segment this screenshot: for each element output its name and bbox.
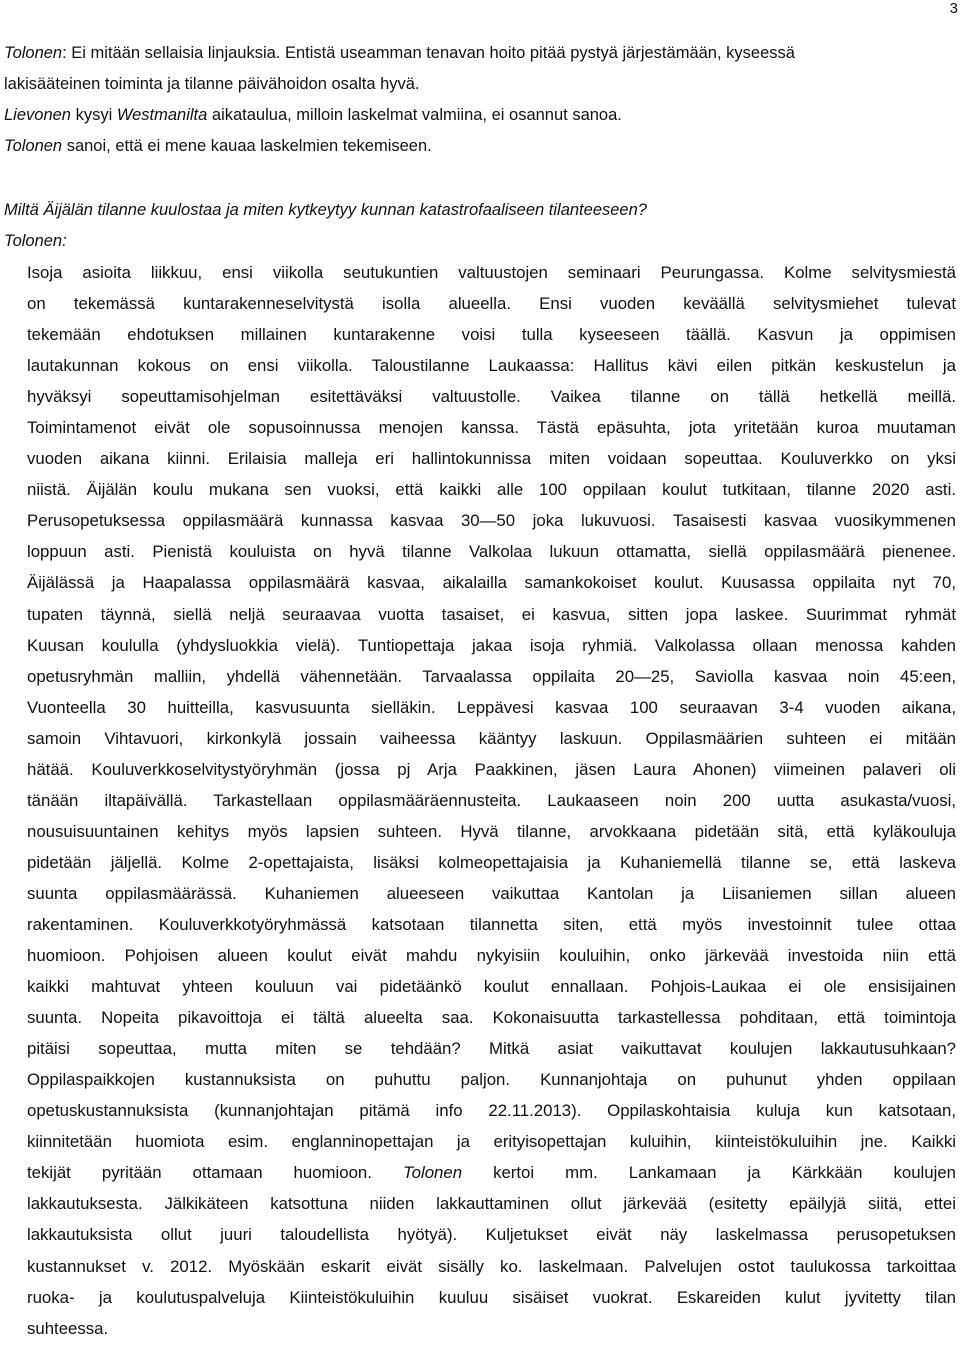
answer-line: nousuisuuntainen kehitys myös lapsien suhteen. Hyvä tilanne, arvokkaana pidetään sitä, että kyläkouluja <box>27 821 956 841</box>
answer-text: kertoi mm. Lankamaan ja Kärkkään koulujen <box>462 1163 956 1183</box>
answer-line: tekemään ehdotuksen millainen kuntarakenne voisi tulla kyseeseen täällä. Kasvun ja oppimisen <box>27 325 956 345</box>
answer-line: on tekemässä kuntarakenneselvitystä isolla alueella. Ensi vuoden keväällä selvitysmiehet tulevat <box>27 294 956 314</box>
question-heading: Miltä Äijälän tilanne kuulostaa ja miten kytkeytyy kunnan katastrofaaliseen tilanteeseen? <box>4 201 647 219</box>
intro-line-3 <box>4 100 954 131</box>
answer-line: Isoja asioita liikkuu, ensi viikolla seutukuntien valtuustojen seminaari Peurungassa. Kolme selvitysmiestä <box>27 263 956 282</box>
answer-line: niistä. Äijälän koulu mukana sen vuoksi, että kaikki alle 100 oppilaan koulut tutkitaan, tilanne 2020 asti. <box>27 480 956 500</box>
answer-line: hyväksyi sopeuttamisohjelman esitettäväksi valtuustolle. Vaikea tilanne on tällä hetkellä meillä. <box>27 387 956 407</box>
speaker-name: Tolonen <box>4 44 63 62</box>
answer-line: tänään iltapäivällä. Tarkastellaan oppilasmääräennusteita. Laukaaseen noin 200 uutta asukasta/vuosi, <box>27 790 956 810</box>
answer-line: rakentaminen. Kouluverkkotyöryhmässä katsotaan tilannetta siten, että myös investoinnit tulee ottaa <box>27 914 956 934</box>
answer-line: vuoden aikana kiinni. Erilaisia malleja eri hallintokunnissa miten voidaan sopeuttaa. Kouluverkko on yksi <box>27 449 956 469</box>
speaker-name: Westmanilta <box>116 106 208 124</box>
answer-line: Vuonteella 30 huitteilla, kasvusuunta sielläkin. Leppävesi kasvaa 100 seuraavan 3-4 vuoden aikana, <box>27 697 956 717</box>
intro-text: sanoi, että ei mene kauaa laskelmien tekemiseen. <box>62 137 432 155</box>
answer-line: hätää. Kouluverkkoselvitystyöryhmän (jossa pj Arja Paakkinen, jäsen Laura Ahonen) viimeinen palaveri oli <box>27 759 956 779</box>
speaker-label: Tolonen: <box>4 232 67 250</box>
answer-lines <box>27 257 956 1157</box>
answer-line: samoin Vihtavuori, kirkonkylä jossain vaiheessa kääntyy laskuun. Oppilasmäärien suhteen ei mitään <box>27 728 956 748</box>
answer-line: Kuusan koululla (yhdysluokkia vielä). Tuntiopettaja jakaa isoja ryhmiä. Valkolassa ollaan menossa kahden <box>27 635 956 655</box>
answer-line: lakkautuksesta. Jälkikäteen katsottuna niiden lakkauttaminen ollut järkevää (esitetty epäilyjä siitä, ettei <box>27 1194 956 1214</box>
answer-line: huomioon. Pohjoisen alueen koulut eivät mahdu nykyisiin kouluihin, onko järkevää investoida niin että <box>27 946 956 966</box>
intro-line-2: lakisääteinen toiminta ja tilanne päivähoidon osalta hyvä. <box>4 75 420 93</box>
answer-line: kaikki mahtuvat yhteen kouluun vai pidetäänkö koulut ennallaan. Pohjois-Laukaa ei ole ensisijainen <box>27 977 956 997</box>
answer-line: Oppilaspaikkojen kustannuksista on puhuttu paljon. Kunnanjohtaja on puhunut yhden oppilaan <box>27 1070 956 1090</box>
answer-line: suunta oppilasmäärässä. Kuhaniemen alueeseen vaikuttaa Kantolan ja Liisaniemen sillan alueen <box>27 883 956 903</box>
answer-line: pitäisi sopeuttaa, mutta miten se tehdään? Mitkä asiat vaikuttavat koulujen lakkautusuhkaan? <box>27 1039 956 1059</box>
answer-line: lakkautuksista ollut juuri taloudellista hyötyä). Kuljetukset eivät näy laskelmassa perusopetuksen <box>27 1225 956 1245</box>
answer-line: opetusryhmän malliin, yhdellä vähennetään. Tarvaalassa oppilaita 20—25, Saviolla kasvaa noin 45:een, <box>27 666 956 686</box>
answer-lines <box>27 1188 956 1343</box>
answer-line: suunta. Nopeita pikavoittoja ei tältä alueelta saa. Kokonaisuutta tarkastellessa pohditaan, että toimintoja <box>27 1008 956 1028</box>
answer-line: suhteessa. <box>27 1318 109 1338</box>
answer-line: tupaten täynnä, siellä neljä seuraavaa vuotta tasaiset, ei kasvua, sitten jopa laskee. Suurimmat ryhmät <box>27 604 956 624</box>
speaker-name: Tolonen <box>4 137 63 155</box>
speaker-name: Tolonen <box>402 1163 463 1183</box>
answer-line: opetuskustannuksista (kunnanjohtajan pitämä info 22.11.2013). Oppilaskohtaisia kuluja kun katsotaan, <box>27 1101 956 1121</box>
answer-line: Perusopetuksessa oppilasmäärä kunnassa kasvaa 30—50 joka lukuvuosi. Tasaisesti kasvaa vuosikymmenen <box>27 511 956 531</box>
page-number: 3 <box>949 0 958 17</box>
answer-line <box>27 1157 956 1188</box>
answer-line: kustannukset v. 2012. Myöskään eskarit eivät sisälly ko. laskelmaan. Palvelujen ostot taulukossa tarkoittaa <box>27 1256 956 1276</box>
answer-paragraph <box>27 257 956 1344</box>
intro-line-1 <box>4 38 954 69</box>
intro-line-4 <box>4 131 954 162</box>
answer-line: loppuun asti. Pienistä kouluista on hyvä tilanne Valkolaa lukuun ottamatta, siellä oppilasmäärä pienenee. <box>27 542 956 562</box>
answer-text: tekijät pyritään ottamaan huomioon. <box>27 1163 403 1183</box>
answer-line: kiinnitetään huomiota esim. englanninopettajan ja erityisopettajan kuluihin, kiinteistökuluihin jne. Kaikki <box>27 1132 956 1152</box>
speaker-name: Lievonen <box>4 106 71 124</box>
answer-line: pidetään jäljellä. Kolme 2-opettajaista, lisäksi kolmeopettajaisia ja Kuhaniemellä tilanne se, että laskeva <box>27 852 956 872</box>
answer-line: Toimintamenot eivät ole sopusoinnussa menojen kanssa. Tästä epäsuhta, jota yritetään kuroa muutaman <box>27 418 956 438</box>
answer-line: ruoka- ja koulutuspalveluja Kiinteistökuluihin kuuluu sisäiset vuokrat. Eskareiden kulut jyvitetty tilan <box>27 1287 956 1307</box>
intro-paragraph <box>4 38 954 162</box>
intro-text: aikataulua, milloin laskelmat valmiina, ei osannut sanoa. <box>207 106 622 124</box>
answer-line: Äijälässä ja Haapalassa oppilasmäärä kasvaa, aikalailla samankokoiset koulut. Kuusassa oppilaita nyt 70, <box>27 573 956 593</box>
intro-text: kysyi <box>70 106 117 124</box>
answer-line: lautakunnan kokous on ensi viikolla. Taloustilanne Laukaassa: Hallitus kävi eilen pitkän keskustelun ja <box>27 356 956 376</box>
intro-text: : Ei mitään sellaisia linjauksia. Entistä useamman tenavan hoito pitää pystyä järjestämään, kyseessä <box>62 44 795 62</box>
